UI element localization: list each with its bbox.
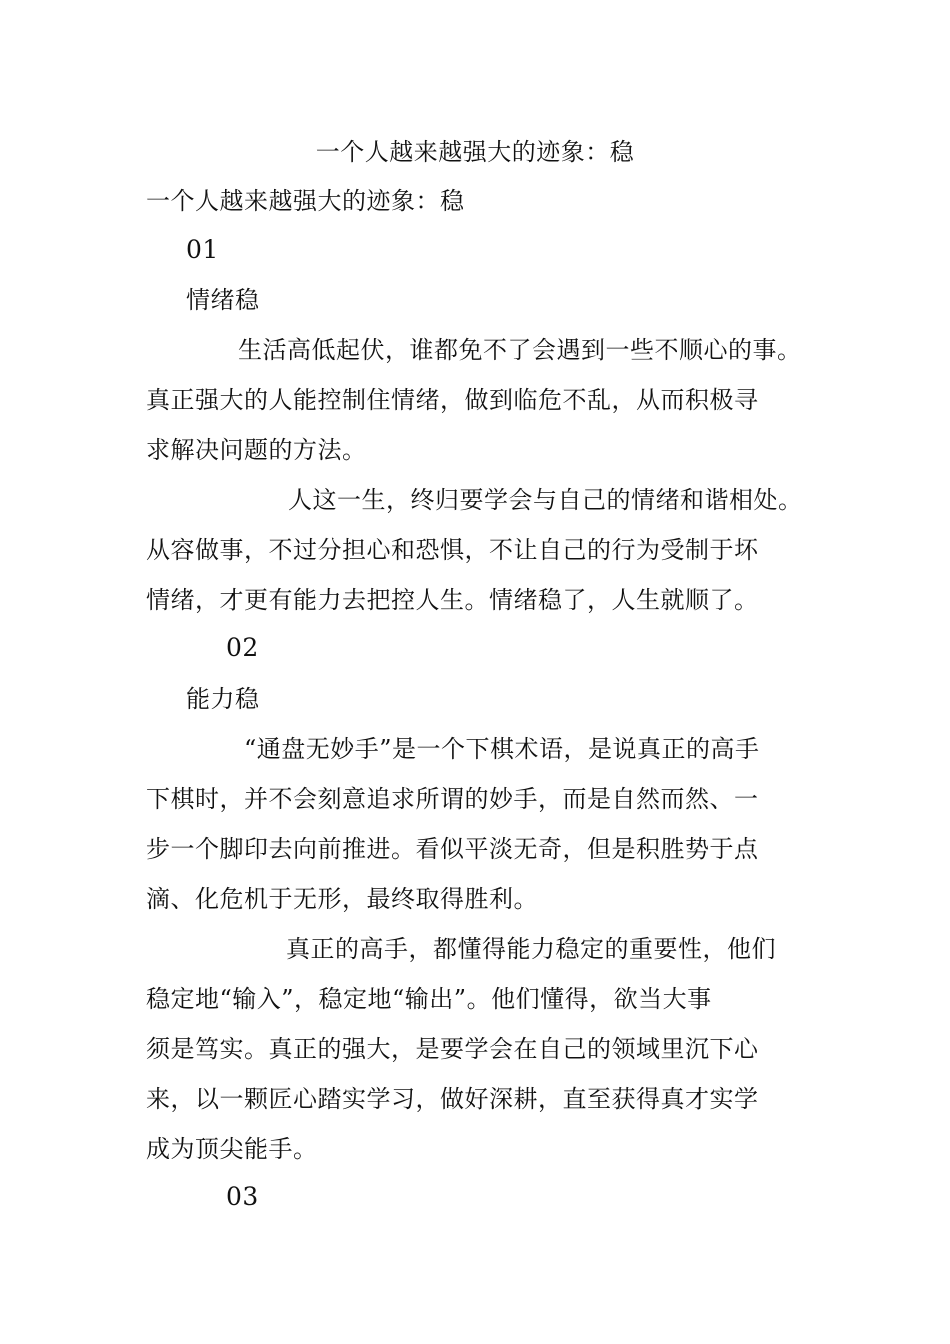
paragraph-line: 生活高低起伏，谁都免不了会遇到一些不顺心的事。 bbox=[238, 336, 802, 364]
paragraph-line: 下棋时，并不会刻意追求所谓的妙手，而是自然而然、一 bbox=[146, 785, 759, 813]
paragraph-line: 情绪，才更有能力去把控人生。情绪稳了，人生就顺了。 bbox=[146, 586, 759, 614]
paragraph-line: 人这一生，终归要学会与自己的情绪和谐相处。 bbox=[288, 486, 803, 514]
paragraph-line: 从容做事，不过分担心和恐惧，不让自己的行为受制于坏 bbox=[146, 536, 759, 564]
paragraph-line: 步一个脚印去向前推进。看似平淡无奇，但是积胜势于点 bbox=[146, 835, 759, 863]
paragraph-line: 真正强大的人能控制住情绪，做到临危不乱，从而积极寻 bbox=[146, 386, 759, 414]
paragraph-line: 稳定地“输入”，稳定地“输出”。他们懂得，欲当大事 bbox=[146, 985, 712, 1013]
paragraph-line: 求解决问题的方法。 bbox=[146, 436, 367, 464]
paragraph-line: 须是笃实。真正的强大，是要学会在自己的领域里沉下心 bbox=[146, 1035, 759, 1063]
paragraph-line: 滴、化危机于无形，最终取得胜利。 bbox=[146, 885, 538, 913]
section-number-03: 03 bbox=[226, 1182, 259, 1211]
document-subtitle: 一个人越来越强大的迹象：稳 bbox=[146, 187, 465, 215]
document-title: 一个人越来越强大的迹象：稳 bbox=[315, 138, 635, 166]
paragraph-line: 来，以一颗匠心踏实学习，做好深耕，直至获得真才实学 bbox=[146, 1085, 759, 1113]
section-number-02: 02 bbox=[226, 633, 259, 662]
section-number-01: 01 bbox=[186, 235, 219, 264]
section-heading-emotion: 情绪稳 bbox=[186, 286, 260, 314]
section-heading-ability: 能力稳 bbox=[186, 685, 260, 713]
paragraph-line: 真正的高手，都懂得能力稳定的重要性，他们 bbox=[286, 935, 776, 963]
paragraph-line: 成为顶尖能手。 bbox=[146, 1135, 318, 1163]
paragraph-line: “通盘无妙手”是一个下棋术语，是说真正的高手 bbox=[244, 735, 760, 763]
